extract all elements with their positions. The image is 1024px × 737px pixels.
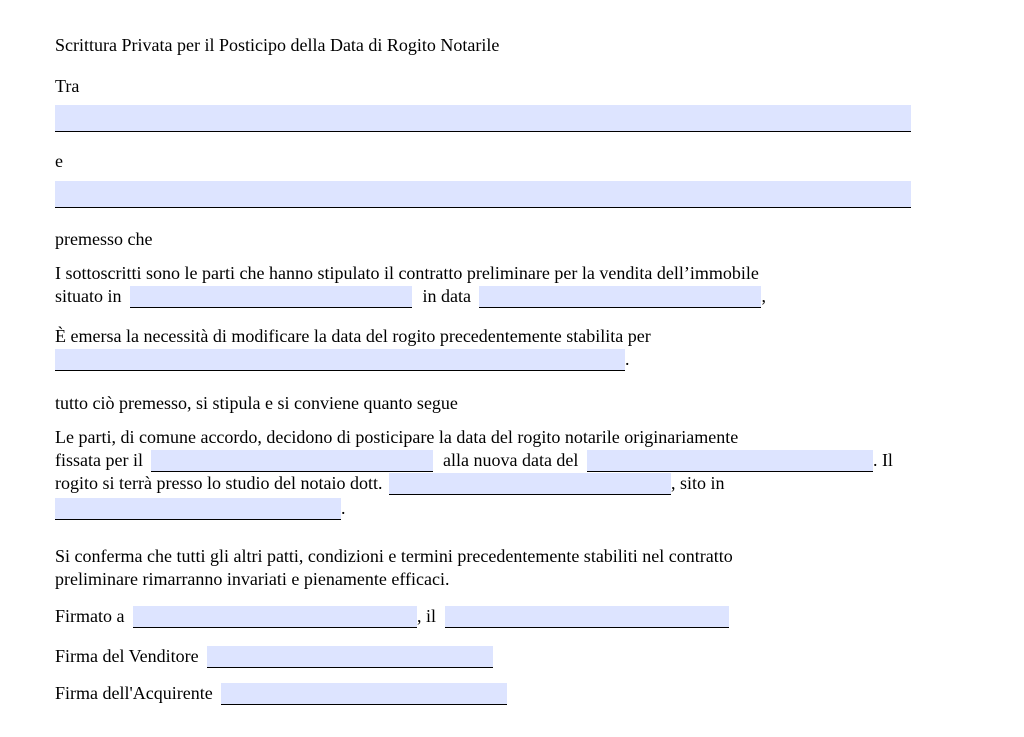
paragraph-3-line-1: Le parti, di comune accordo, decidono di posticipare la data del rogito notarile originariamente [55, 427, 739, 447]
label-situato-in: situato in [55, 286, 122, 306]
label-premesso: premesso che [55, 229, 153, 249]
original-date-field[interactable] [151, 450, 433, 472]
paragraph-4-line-1: Si conferma che tutti gli altri patti, condizioni e termini precedentemente stabiliti nel contratto [55, 546, 733, 566]
notary-name-field[interactable] [389, 473, 671, 495]
label-tutto-premesso: tutto ciò premesso, si stipula e si conviene quanto segue [55, 393, 458, 413]
paragraph-3-line-3 [55, 472, 724, 495]
label-sito-in: , sito in [670, 473, 725, 493]
paragraph-1-line-1: I sottoscritti sono le parti che hanno stipulato il contratto preliminare per la vendita dell’immobile [55, 263, 759, 283]
signed-line [55, 605, 729, 628]
label-nuova-data: alla nuova data del [442, 450, 579, 470]
period: . [341, 498, 346, 518]
party-one-field[interactable] [55, 105, 911, 132]
notary-location-field[interactable] [55, 498, 341, 520]
label-e: e [55, 151, 63, 171]
label-rogito-notaio: rogito si terrà presso lo studio del notaio dott. [55, 473, 383, 493]
property-location-field[interactable] [130, 286, 412, 308]
label-firmato-il: , il [417, 606, 437, 626]
label-tra: Tra [55, 76, 80, 96]
paragraph-2-line-1: È emersa la necessità di modificare la data del rogito precedentemente stabilita per [55, 326, 651, 346]
label-fissata-per-il: fissata per il [55, 450, 143, 470]
reason-field[interactable] [55, 349, 625, 371]
label-firmato-a: Firmato a [55, 606, 125, 626]
paragraph-2-line-2 [55, 348, 630, 371]
buyer-signature-field[interactable] [221, 683, 507, 705]
label-firma-acquirente: Firma dell'Acquirente [55, 683, 213, 703]
seller-signature-line [55, 645, 493, 668]
period: . [625, 349, 630, 369]
contract-date-field[interactable] [479, 286, 761, 308]
label-il: . Il [872, 450, 893, 470]
signing-place-field[interactable] [133, 606, 417, 628]
paragraph-3-line-4 [55, 497, 346, 520]
comma: , [761, 286, 766, 306]
paragraph-3-line-2 [55, 449, 893, 472]
label-in-data: in data [422, 286, 471, 306]
new-date-field[interactable] [587, 450, 873, 472]
paragraph-4-line-2: preliminare rimarranno invariati e pienamente efficaci. [55, 569, 450, 589]
seller-signature-field[interactable] [207, 646, 493, 668]
party-two-field[interactable] [55, 181, 911, 208]
label-firma-venditore: Firma del Venditore [55, 646, 199, 666]
document-title: Scrittura Privata per il Posticipo della Data di Rogito Notarile [55, 35, 500, 55]
signing-date-field[interactable] [445, 606, 729, 628]
paragraph-1-line-2 [55, 285, 766, 308]
buyer-signature-line [55, 682, 507, 705]
